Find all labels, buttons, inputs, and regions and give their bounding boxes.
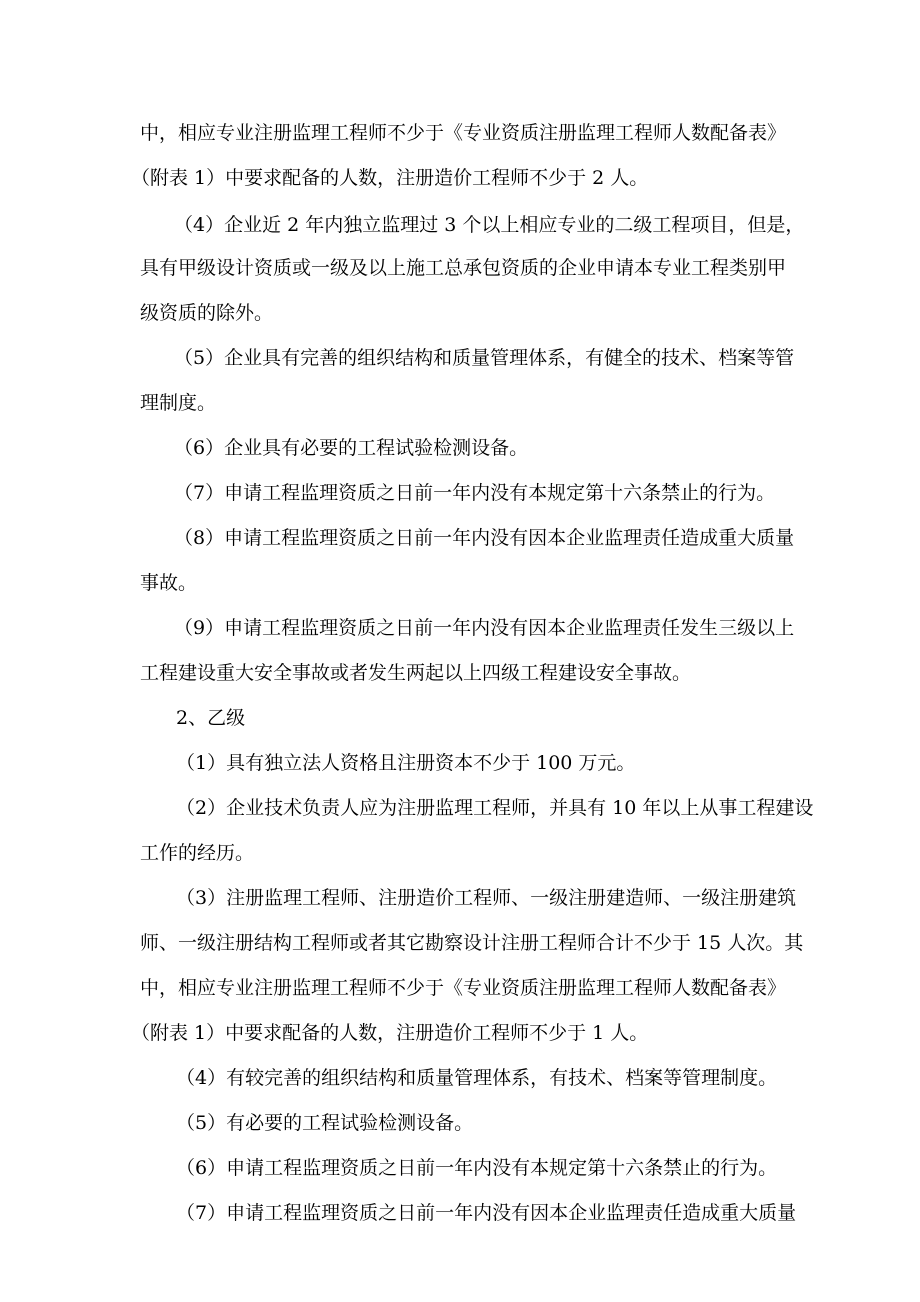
text-line: 事故。 bbox=[140, 572, 198, 594]
text-line: （6）企业具有必要的工程试验检测设备。 bbox=[174, 437, 529, 459]
text-line: （7）申请工程监理资质之日前一年内没有本规定第十六条禁止的行为。 bbox=[174, 482, 776, 504]
text-line: 工程建设重大安全事故或者发生两起以上四级工程建设安全事故。 bbox=[140, 662, 692, 684]
text-line: （5）企业具有完善的组织结构和质量管理体系，有健全的技术、档案等管 bbox=[174, 347, 795, 369]
text-line: （6）申请工程监理资质之日前一年内没有本规定第十六条禁止的行为。 bbox=[176, 1157, 778, 1179]
text-line: （8）申请工程监理资质之日前一年内没有因本企业监理责任造成重大质量 bbox=[174, 527, 795, 549]
text-line: （1）具有独立法人资格且注册资本不少于 100 万元。 bbox=[176, 752, 636, 774]
text-line: 师、一级注册结构工程师或者其它勘察设计注册工程师合计不少于 15 人次。其 bbox=[140, 932, 804, 954]
text-line: 理制度。 bbox=[140, 392, 217, 414]
text-line: （附表 1）中要求配备的人数，注册造价工程师不少于 2 人。 bbox=[131, 167, 649, 189]
section-heading: 2、乙级 bbox=[176, 707, 246, 729]
text-line: 级资质的除外。 bbox=[140, 302, 274, 324]
text-line: 工作的经历。 bbox=[140, 842, 255, 864]
text-line: 具有甲级设计资质或一级及以上施工总承包资质的企业申请本专业工程类别甲 bbox=[140, 257, 787, 279]
text-line: （9）申请工程监理资质之日前一年内没有因本企业监理责任发生三级以上 bbox=[174, 617, 795, 639]
text-line: 中，相应专业注册监理工程师不少于《专业资质注册监理工程师人数配备表》 bbox=[140, 122, 787, 144]
text-line: （3）注册监理工程师、注册造价工程师、一级注册建造师、一级注册建筑 bbox=[176, 887, 797, 909]
text-line: 中，相应专业注册监理工程师不少于《专业资质注册监理工程师人数配备表》 bbox=[140, 977, 787, 999]
text-line: （7）申请工程监理资质之日前一年内没有因本企业监理责任造成重大质量 bbox=[176, 1202, 797, 1224]
text-line: （4）企业近 2 年内独立监理过 3 个以上相应专业的二级工程项目，但是， bbox=[174, 214, 805, 236]
text-line: （2）企业技术负责人应为注册监理工程师，并具有 10 年以上从事工程建设 bbox=[176, 797, 814, 819]
text-line: （附表 1）中要求配备的人数，注册造价工程师不少于 1 人。 bbox=[131, 1022, 649, 1044]
text-line: （5）有必要的工程试验检测设备。 bbox=[176, 1112, 474, 1134]
text-line: （4）有较完善的组织结构和质量管理体系，有技术、档案等管理制度。 bbox=[176, 1067, 778, 1089]
